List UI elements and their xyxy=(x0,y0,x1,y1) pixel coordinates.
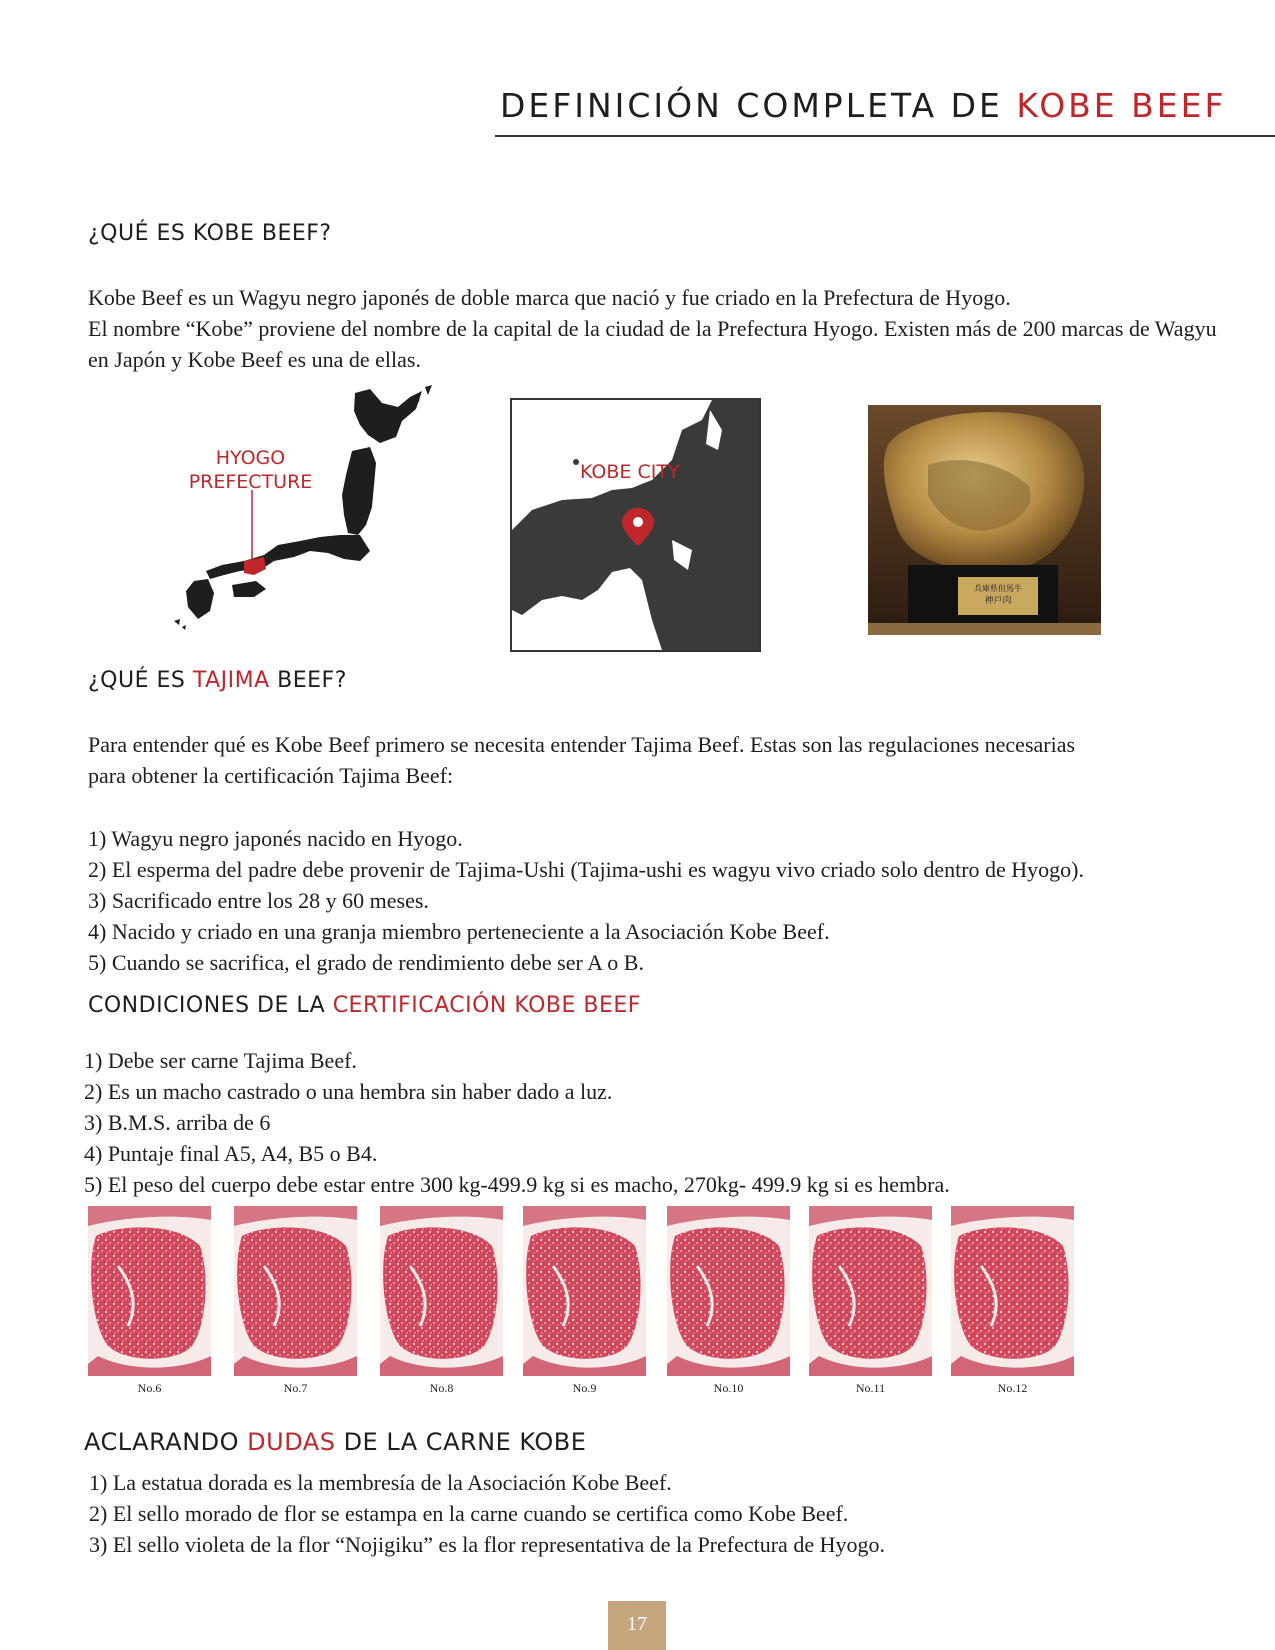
tajima-heading-prefix: ¿QUÉ ES xyxy=(88,668,193,693)
list-item: 3) B.M.S. arriba de 6 xyxy=(84,1110,271,1135)
beef-grade-7-image xyxy=(234,1206,357,1376)
dudas-heading-suffix: DE LA CARNE KOBE xyxy=(335,1428,587,1456)
beef-grade-9-label: No.9 xyxy=(572,1381,597,1395)
beef-grade-12 xyxy=(951,1206,1074,1396)
tajima-heading-suffix: BEEF? xyxy=(269,668,347,693)
section-heading-kobe-beef: ¿QUÉ ES KOBE BEEF? xyxy=(88,221,332,246)
plaque-text-2: 神戸肉 xyxy=(984,595,1012,605)
list-item: 2) El sello morado de flor se estampa en la carne cuando se certifica como Kobe Beef. xyxy=(89,1501,849,1526)
kobe-map-graphic xyxy=(512,400,759,650)
golden-statue-photo xyxy=(868,405,1101,635)
description-line-2: El nombre “Kobe” proviene del nombre de la capital de la ciudad de la Prefectura Hyogo. Existen más de 200 marcas de Wagyu en Japón y Kobe Beef es una de ellas. xyxy=(88,316,1217,372)
list-item: 3) Sacrificado entre los 28 y 60 meses. xyxy=(88,888,429,913)
page-title-highlight: KOBE BEEF xyxy=(1016,86,1227,125)
beef-grade-11 xyxy=(809,1206,932,1396)
plaque-text: 兵庫県但馬牛 xyxy=(974,584,1022,593)
dudas-list xyxy=(89,1467,885,1560)
certification-conditions-list xyxy=(84,1045,950,1200)
list-item: 5) Cuando se sacrifica, el grado de rendimiento debe ser A o B. xyxy=(88,950,644,975)
beef-grade-10 xyxy=(667,1206,790,1396)
beef-grade-11-image xyxy=(809,1206,932,1376)
list-item: 2) Es un macho castrado o una hembra sin haber dado a luz. xyxy=(84,1079,613,1104)
beef-grade-6-label: No.6 xyxy=(137,1381,162,1395)
tajima-intro-line-1: Para entender qué es Kobe Beef primero se necesita entender Tajima Beef. Estas son las regulaciones necesarias xyxy=(88,732,1076,757)
kobe-city-map xyxy=(510,398,761,652)
beef-grade-8-label: No.8 xyxy=(429,1381,454,1395)
beef-grade-6 xyxy=(88,1206,211,1396)
tajima-heading-highlight: TAJIMA xyxy=(192,668,270,693)
beef-grade-7-label: No.7 xyxy=(283,1381,308,1395)
description-line-1: Kobe Beef es un Wagyu negro japonés de doble marca que nació y fue criado en la Prefectura de Hyogo. xyxy=(88,285,1011,310)
beef-grade-10-image xyxy=(667,1206,790,1376)
section-heading-dudas xyxy=(84,1428,586,1456)
list-item: 1) La estatua dorada es la membresía de la Asociación Kobe Beef. xyxy=(89,1470,672,1495)
golden-statue-image xyxy=(868,405,1101,635)
beef-grade-8 xyxy=(380,1206,503,1396)
hyogo-label-line-1: HYOGO xyxy=(215,447,286,469)
beef-grade-9-image xyxy=(523,1206,646,1376)
list-item: 2) El esperma del padre debe provenir de Tajima-Ushi (Tajima-ushi es wagyu vivo criado solo dentro de Hyogo). xyxy=(88,857,1084,882)
beef-grade-12-label: No.12 xyxy=(997,1381,1028,1395)
page-title xyxy=(500,86,1226,125)
certification-heading-prefix: CONDICIONES DE LA xyxy=(88,993,333,1018)
hyogo-label-line-2: PREFECTURE xyxy=(188,471,313,493)
japan-map xyxy=(170,385,450,630)
tajima-beef-intro xyxy=(88,729,1218,791)
list-item: 4) Puntaje final A5, A4, B5 o B4. xyxy=(84,1141,378,1166)
list-item: 1) Wagyu negro japonés nacido en Hyogo. xyxy=(88,826,463,851)
section-heading-tajima-beef xyxy=(88,668,347,693)
beef-marbling-grades xyxy=(88,1206,1078,1396)
beef-grade-12-image xyxy=(951,1206,1074,1376)
beef-grade-10-label: No.10 xyxy=(713,1381,744,1395)
list-item: 3) El sello violeta de la flor “Nojigiku” es la flor representativa de la Prefectura de Hyogo. xyxy=(89,1532,885,1557)
beef-grade-9 xyxy=(523,1206,646,1396)
japan-map-graphic xyxy=(170,385,450,630)
section-heading-certification xyxy=(88,993,641,1018)
page-number: 17 xyxy=(608,1601,666,1650)
title-divider xyxy=(495,135,1275,137)
page-title-prefix: DEFINICIÓN COMPLETA DE xyxy=(500,86,1017,125)
certification-heading-highlight: CERTIFICACIÓN KOBE BEEF xyxy=(332,993,641,1018)
tajima-intro-line-2: para obtener la certificación Tajima Beef: xyxy=(88,763,454,788)
beef-grade-11-label: No.11 xyxy=(855,1381,886,1395)
beef-grade-7 xyxy=(234,1206,357,1396)
kobe-beef-description xyxy=(88,282,1218,375)
tajima-requirements-list xyxy=(88,823,1084,978)
list-item: 4) Nacido y criado en una granja miembro perteneciente a la Asociación Kobe Beef. xyxy=(88,919,830,944)
hyogo-prefecture-label xyxy=(188,446,313,494)
kobe-city-label: KOBE CITY xyxy=(580,461,680,483)
beef-grade-8-image xyxy=(380,1206,503,1376)
list-item: 5) El peso del cuerpo debe estar entre 300 kg-499.9 kg si es macho, 270kg- 499.9 kg si es hembra. xyxy=(84,1172,950,1197)
beef-grade-6-image xyxy=(88,1206,211,1376)
list-item: 1) Debe ser carne Tajima Beef. xyxy=(84,1048,357,1073)
dudas-heading-prefix: ACLARANDO xyxy=(84,1428,248,1456)
dudas-heading-highlight: DUDAS xyxy=(247,1428,336,1456)
